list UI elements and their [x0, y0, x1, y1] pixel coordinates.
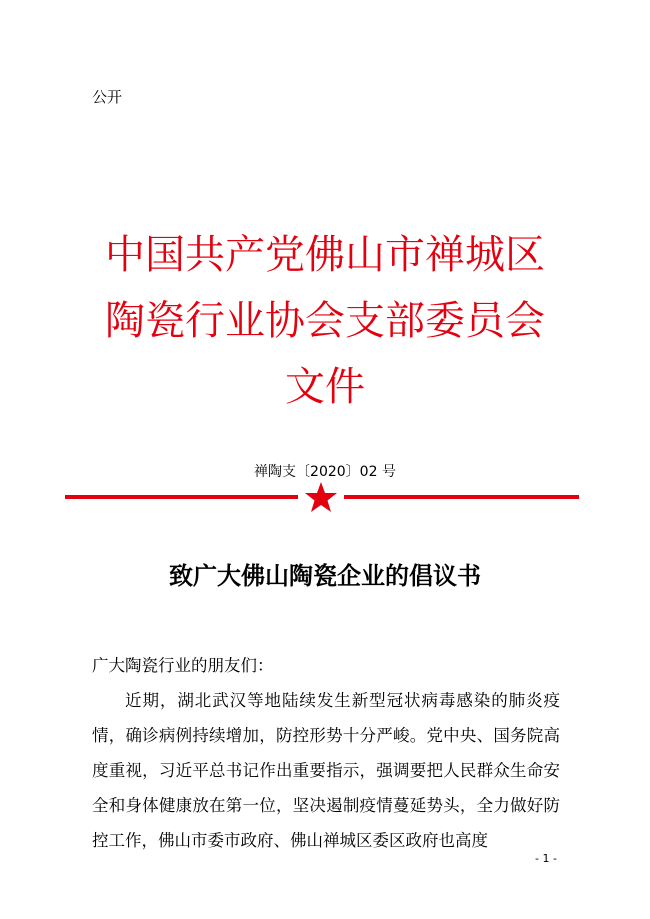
document-number: 禅陶支〔2020〕02 号 — [254, 464, 396, 480]
letter-title: 致广大佛山陶瓷企业的倡议书 — [169, 561, 481, 590]
letter-body — [92, 648, 560, 858]
red-divider-left — [65, 495, 298, 499]
org-title-line-2: 陶瓷行业协会支部委员会 — [105, 298, 545, 344]
classification-label: 公开 — [92, 88, 123, 106]
org-title-line-3: 文件 — [285, 364, 365, 410]
red-star-icon — [304, 481, 338, 513]
salutation: 广大陶瓷行业的朋友们： — [92, 656, 274, 675]
paragraph-1: 近期，湖北武汉等地陆续发生新型冠状病毒感染的肺炎疫情，确诊病例持续增加，防控形势十分严峻。党中央、国务院高度重视，习近平总书记作出重要指示，强调要把人民群众生命安全和身体健康放在第一位，坚决遏制疫情蔓延势头，全力做好防控工作，佛山市委市政府、佛山禅城区委区政府也高度 — [92, 691, 560, 850]
organization-title — [0, 222, 650, 420]
page-number: - 1 - — [535, 852, 557, 865]
org-title-line-1: 中国共产党佛山市禅城区 — [105, 232, 545, 278]
red-divider-right — [344, 495, 579, 499]
